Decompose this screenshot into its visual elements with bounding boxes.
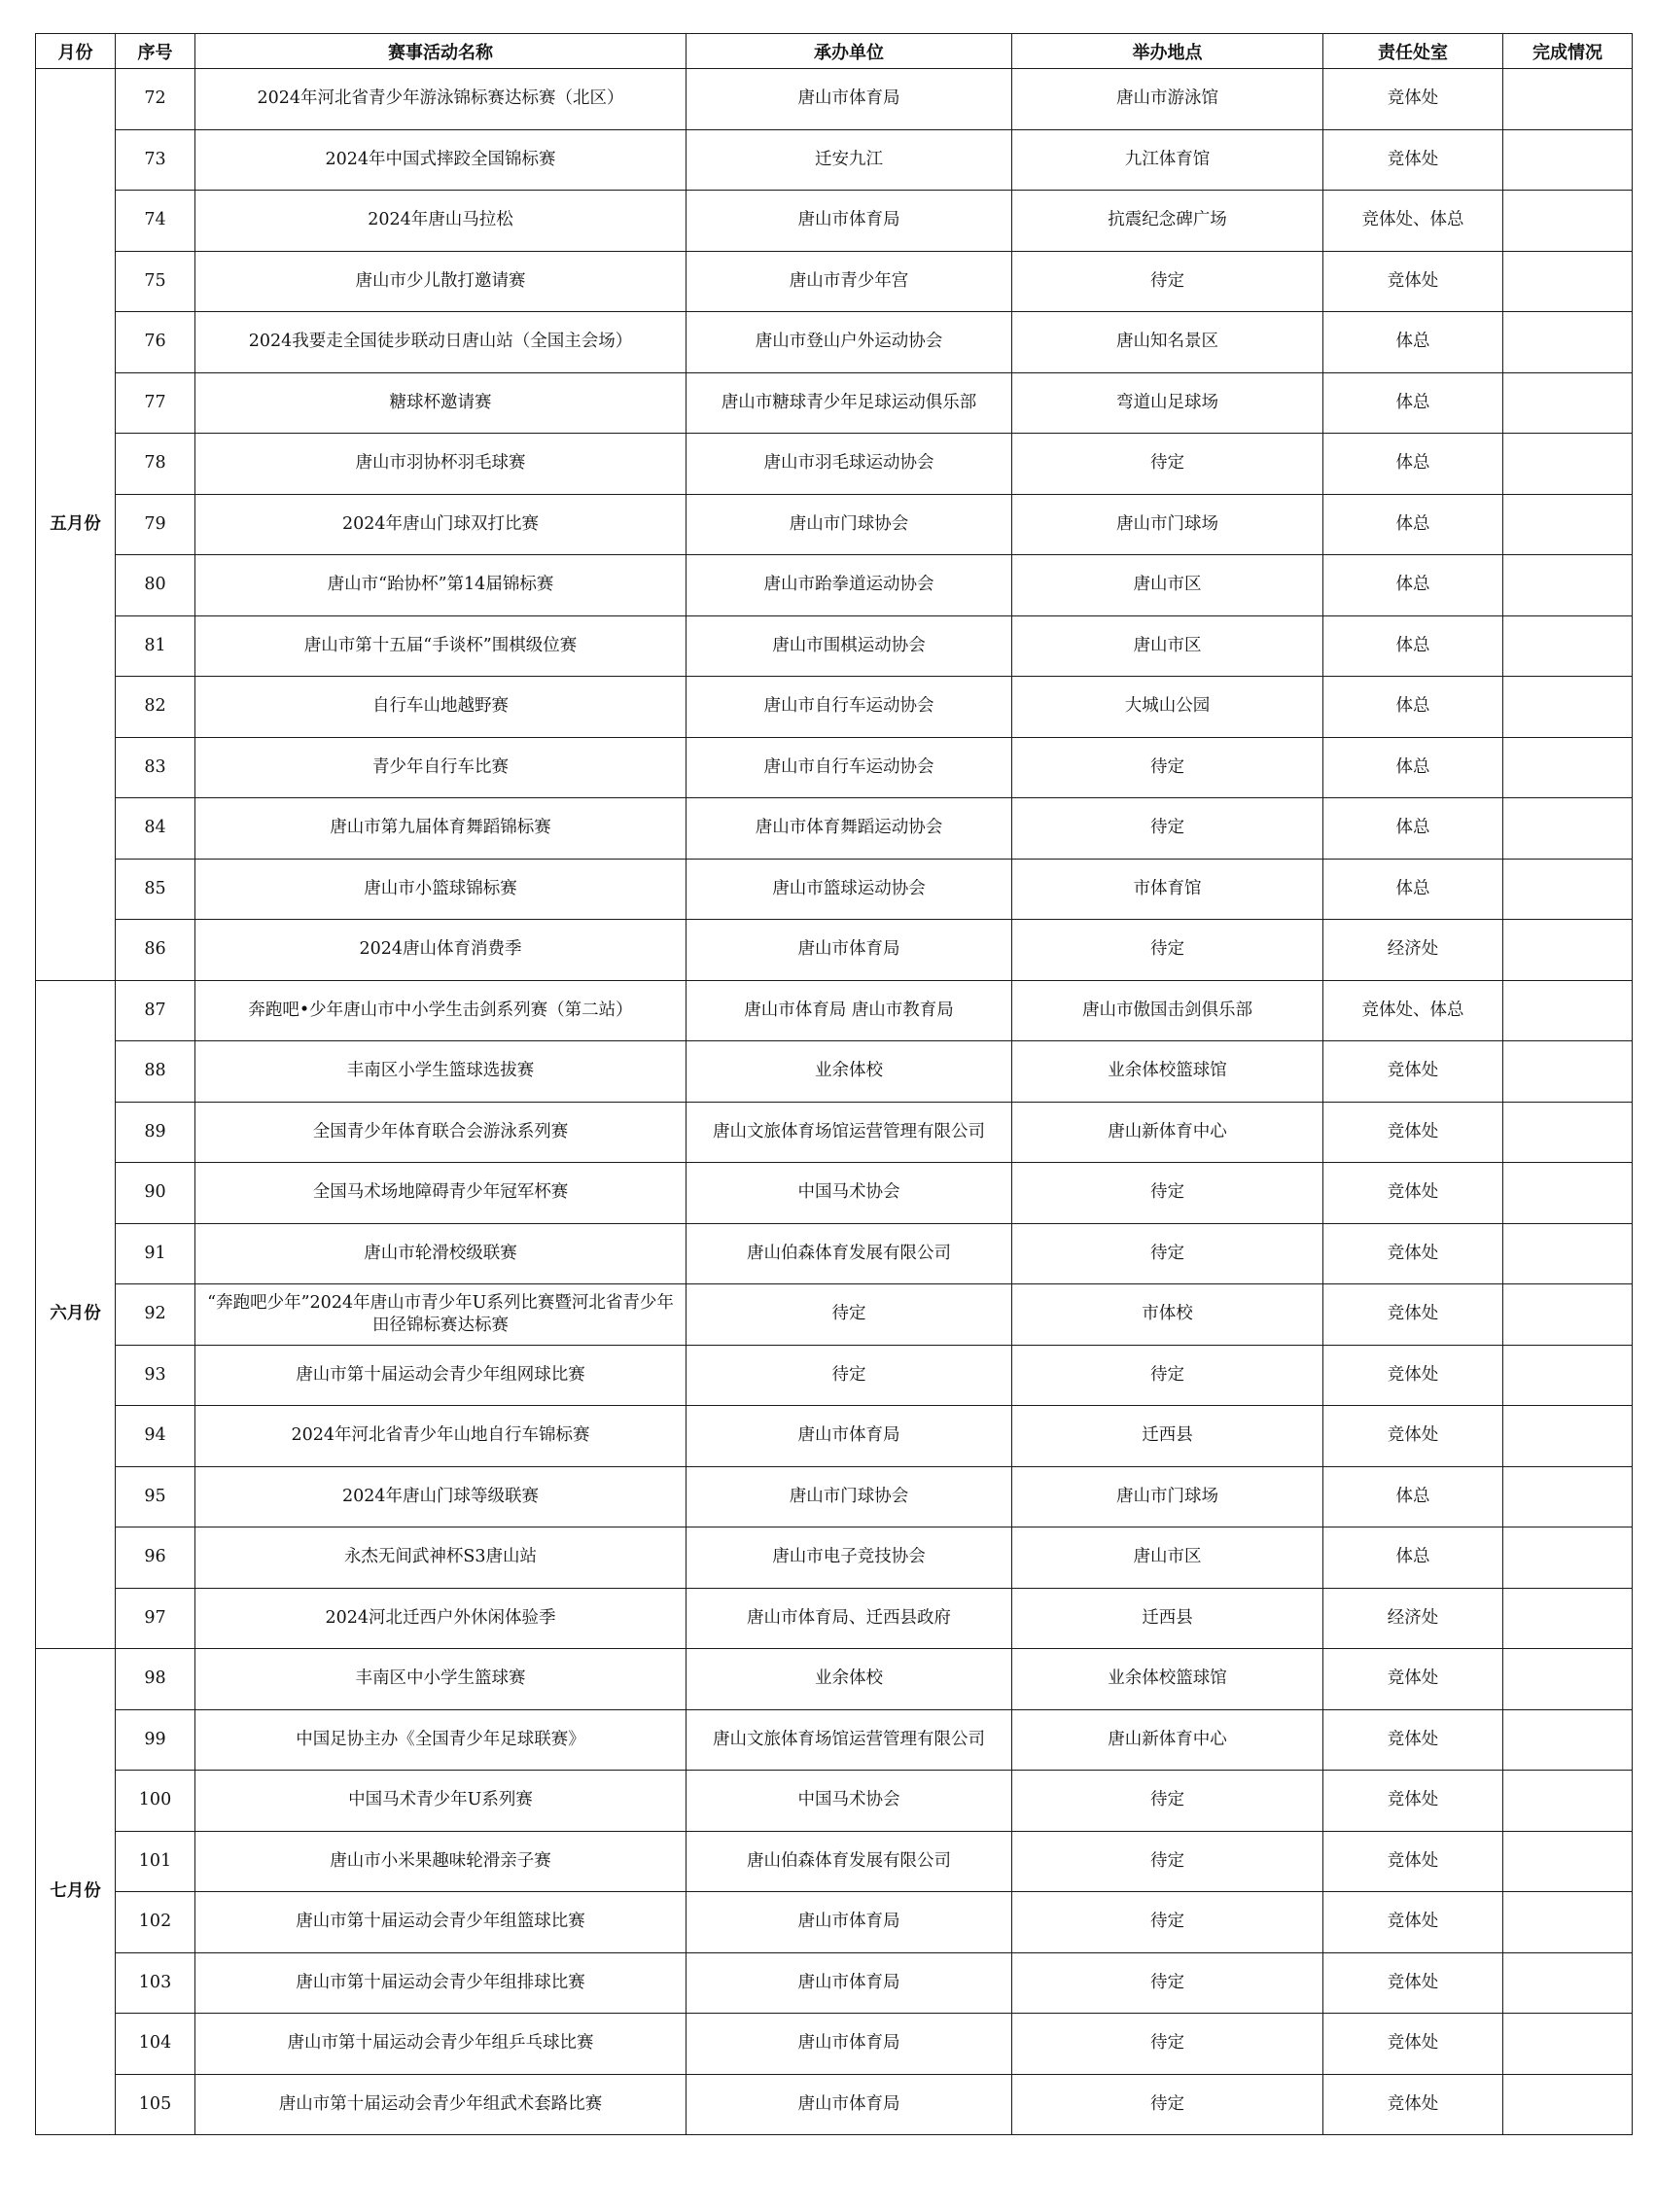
event-name-cell: “奔跑吧少年”2024年唐山市青少年U系列比赛暨河北省青少年田径锦标赛达标赛: [195, 1284, 687, 1346]
department-cell: 竞体处: [1323, 1406, 1503, 1467]
number-cell: 72: [116, 69, 195, 130]
organizer-cell: 待定: [687, 1345, 1012, 1406]
status-cell: [1503, 69, 1633, 130]
table-row: [36, 1466, 1633, 1527]
department-cell: 竞体处、体总: [1323, 191, 1503, 252]
organizer-cell: 唐山市体育局: [687, 920, 1012, 981]
venue-cell: 待定: [1012, 2014, 1323, 2075]
number-cell: 77: [116, 372, 195, 434]
venue-cell: 待定: [1012, 1892, 1323, 1953]
venue-cell: 待定: [1012, 434, 1323, 495]
department-cell: 体总: [1323, 1466, 1503, 1527]
number-cell: 103: [116, 1952, 195, 2014]
department-cell: 体总: [1323, 1527, 1503, 1589]
organizer-cell: 唐山市体育局: [687, 1952, 1012, 2014]
status-cell: [1503, 2074, 1633, 2135]
number-cell: 104: [116, 2014, 195, 2075]
organizer-cell: 中国马术协会: [687, 1771, 1012, 1832]
event-name-cell: 唐山市轮滑校级联赛: [195, 1223, 687, 1284]
venue-cell: 待定: [1012, 1831, 1323, 1892]
department-cell: 竞体处: [1323, 1952, 1503, 2014]
table-row: [36, 555, 1633, 616]
month-cell: 六月份: [36, 980, 116, 1649]
status-cell: [1503, 798, 1633, 860]
venue-cell: 待定: [1012, 920, 1323, 981]
event-name-cell: 2024年唐山门球等级联赛: [195, 1466, 687, 1527]
organizer-cell: 唐山市体育局: [687, 191, 1012, 252]
number-cell: 75: [116, 251, 195, 312]
organizer-cell: 唐山伯森体育发展有限公司: [687, 1831, 1012, 1892]
venue-cell: 大城山公园: [1012, 677, 1323, 738]
organizer-cell: 唐山市体育局、迁西县政府: [687, 1588, 1012, 1649]
venue-cell: 弯道山足球场: [1012, 372, 1323, 434]
department-cell: 竞体处: [1323, 1102, 1503, 1163]
table-row: [36, 1163, 1633, 1224]
organizer-cell: 唐山文旅体育场馆运营管理有限公司: [687, 1102, 1012, 1163]
table-row: [36, 615, 1633, 677]
venue-cell: 唐山市区: [1012, 555, 1323, 616]
department-cell: 竞体处: [1323, 1649, 1503, 1710]
department-cell: 体总: [1323, 859, 1503, 920]
status-cell: [1503, 1892, 1633, 1953]
department-cell: 体总: [1323, 615, 1503, 677]
table-row: [36, 737, 1633, 798]
status-cell: [1503, 1771, 1633, 1832]
department-cell: 经济处: [1323, 920, 1503, 981]
status-cell: [1503, 2014, 1633, 2075]
venue-cell: 唐山市门球场: [1012, 1466, 1323, 1527]
status-cell: [1503, 1831, 1633, 1892]
venue-cell: 待定: [1012, 1223, 1323, 1284]
organizer-cell: 业余体校: [687, 1041, 1012, 1103]
table-row: [36, 69, 1633, 130]
number-cell: 82: [116, 677, 195, 738]
table-row: [36, 1406, 1633, 1467]
organizer-cell: 唐山市体育局: [687, 2074, 1012, 2135]
venue-cell: 业余体校篮球馆: [1012, 1041, 1323, 1103]
venue-cell: 迁西县: [1012, 1588, 1323, 1649]
header-organizer: 承办单位: [687, 34, 1012, 69]
event-name-cell: 全国青少年体育联合会游泳系列赛: [195, 1102, 687, 1163]
status-cell: [1503, 1284, 1633, 1346]
department-cell: 体总: [1323, 494, 1503, 555]
department-cell: 体总: [1323, 555, 1503, 616]
event-name-cell: 唐山市第十届运动会青少年组乒乓球比赛: [195, 2014, 687, 2075]
department-cell: 竞体处: [1323, 1892, 1503, 1953]
organizer-cell: 唐山市体育局: [687, 2014, 1012, 2075]
department-cell: 竞体处: [1323, 1284, 1503, 1346]
event-name-cell: 丰南区中小学生篮球赛: [195, 1649, 687, 1710]
event-name-cell: 唐山市少儿散打邀请赛: [195, 251, 687, 312]
department-cell: 竞体处: [1323, 1345, 1503, 1406]
department-cell: 体总: [1323, 372, 1503, 434]
number-cell: 73: [116, 129, 195, 191]
table-row: [36, 1527, 1633, 1589]
status-cell: [1503, 312, 1633, 373]
table-row: [36, 1588, 1633, 1649]
number-cell: 98: [116, 1649, 195, 1710]
organizer-cell: 唐山市体育舞蹈运动协会: [687, 798, 1012, 860]
department-cell: 竞体处: [1323, 1831, 1503, 1892]
table-row: [36, 859, 1633, 920]
status-cell: [1503, 980, 1633, 1041]
table-row: [36, 2074, 1633, 2135]
table-row: [36, 1831, 1633, 1892]
header-department: 责任处室: [1323, 34, 1503, 69]
status-cell: [1503, 859, 1633, 920]
table-row: [36, 920, 1633, 981]
organizer-cell: 唐山市体育局 唐山市教育局: [687, 980, 1012, 1041]
number-cell: 97: [116, 1588, 195, 1649]
venue-cell: 唐山市区: [1012, 1527, 1323, 1589]
venue-cell: 待定: [1012, 798, 1323, 860]
status-cell: [1503, 1649, 1633, 1710]
status-cell: [1503, 737, 1633, 798]
department-cell: 竞体处: [1323, 1709, 1503, 1771]
number-cell: 76: [116, 312, 195, 373]
event-name-cell: 奔跑吧•少年唐山市中小学生击剑系列赛（第二站）: [195, 980, 687, 1041]
event-name-cell: 唐山市小米果趣味轮滑亲子赛: [195, 1831, 687, 1892]
table-row: [36, 1223, 1633, 1284]
venue-cell: 唐山市门球场: [1012, 494, 1323, 555]
number-cell: 100: [116, 1771, 195, 1832]
number-cell: 102: [116, 1892, 195, 1953]
status-cell: [1503, 1709, 1633, 1771]
table-row: [36, 1709, 1633, 1771]
event-name-cell: 2024年唐山门球双打比赛: [195, 494, 687, 555]
department-cell: 竞体处: [1323, 1163, 1503, 1224]
table-row: [36, 1649, 1633, 1710]
venue-cell: 市体育馆: [1012, 859, 1323, 920]
number-cell: 83: [116, 737, 195, 798]
venue-cell: 市体校: [1012, 1284, 1323, 1346]
table-row: [36, 434, 1633, 495]
department-cell: 体总: [1323, 677, 1503, 738]
table-row: [36, 1771, 1633, 1832]
event-name-cell: 唐山市“跆协杯”第14届锦标赛: [195, 555, 687, 616]
number-cell: 89: [116, 1102, 195, 1163]
status-cell: [1503, 1527, 1633, 1589]
header-row: [36, 34, 1633, 69]
event-name-cell: 2024年河北省青少年山地自行车锦标赛: [195, 1406, 687, 1467]
event-name-cell: 唐山市第十届运动会青少年组篮球比赛: [195, 1892, 687, 1953]
status-cell: [1503, 434, 1633, 495]
organizer-cell: 迁安九江: [687, 129, 1012, 191]
table-row: [36, 191, 1633, 252]
event-name-cell: 唐山市小篮球锦标赛: [195, 859, 687, 920]
number-cell: 84: [116, 798, 195, 860]
event-name-cell: 2024年河北省青少年游泳锦标赛达标赛（北区）: [195, 69, 687, 130]
month-cell: 七月份: [36, 1649, 116, 2135]
table-row: [36, 494, 1633, 555]
number-cell: 74: [116, 191, 195, 252]
department-cell: 体总: [1323, 798, 1503, 860]
event-name-cell: 中国足协主办《全国青少年足球联赛》: [195, 1709, 687, 1771]
venue-cell: 待定: [1012, 737, 1323, 798]
event-name-cell: 2024年唐山马拉松: [195, 191, 687, 252]
venue-cell: 抗震纪念碑广场: [1012, 191, 1323, 252]
department-cell: 体总: [1323, 434, 1503, 495]
status-cell: [1503, 129, 1633, 191]
event-name-cell: 唐山市第十届运动会青少年组武术套路比赛: [195, 2074, 687, 2135]
event-name-cell: 中国马术青少年U系列赛: [195, 1771, 687, 1832]
table-row: [36, 372, 1633, 434]
department-cell: 体总: [1323, 737, 1503, 798]
organizer-cell: 唐山市自行车运动协会: [687, 677, 1012, 738]
event-name-cell: 糖球杯邀请赛: [195, 372, 687, 434]
status-cell: [1503, 1466, 1633, 1527]
header-event-name: 赛事活动名称: [195, 34, 687, 69]
organizer-cell: 唐山市体育局: [687, 1406, 1012, 1467]
department-cell: 竞体处: [1323, 2014, 1503, 2075]
table-row: [36, 980, 1633, 1041]
table-row: [36, 1284, 1633, 1346]
department-cell: 竞体处: [1323, 1041, 1503, 1103]
table-row: [36, 1952, 1633, 2014]
status-cell: [1503, 615, 1633, 677]
number-cell: 96: [116, 1527, 195, 1589]
department-cell: 竞体处: [1323, 2074, 1503, 2135]
organizer-cell: 待定: [687, 1284, 1012, 1346]
table-row: [36, 2014, 1633, 2075]
number-cell: 86: [116, 920, 195, 981]
organizer-cell: 唐山市门球协会: [687, 1466, 1012, 1527]
table-row: [36, 1892, 1633, 1953]
department-cell: 竞体处、体总: [1323, 980, 1503, 1041]
event-name-cell: 2024我要走全国徒步联动日唐山站（全国主会场）: [195, 312, 687, 373]
organizer-cell: 唐山市体育局: [687, 69, 1012, 130]
department-cell: 竞体处: [1323, 251, 1503, 312]
organizer-cell: 唐山市体育局: [687, 1892, 1012, 1953]
event-schedule-table: [35, 33, 1633, 2135]
venue-cell: 唐山市游泳馆: [1012, 69, 1323, 130]
venue-cell: 待定: [1012, 1163, 1323, 1224]
event-name-cell: 永杰无间武神杯S3唐山站: [195, 1527, 687, 1589]
event-name-cell: 2024河北迁西户外休闲体验季: [195, 1588, 687, 1649]
event-name-cell: 唐山市羽协杯羽毛球赛: [195, 434, 687, 495]
venue-cell: 唐山新体育中心: [1012, 1709, 1323, 1771]
event-name-cell: 全国马术场地障碍青少年冠军杯赛: [195, 1163, 687, 1224]
number-cell: 90: [116, 1163, 195, 1224]
number-cell: 81: [116, 615, 195, 677]
venue-cell: 待定: [1012, 251, 1323, 312]
status-cell: [1503, 1102, 1633, 1163]
venue-cell: 待定: [1012, 1345, 1323, 1406]
month-cell: 五月份: [36, 69, 116, 981]
event-name-cell: 2024年中国式摔跤全国锦标赛: [195, 129, 687, 191]
organizer-cell: 中国马术协会: [687, 1163, 1012, 1224]
organizer-cell: 唐山文旅体育场馆运营管理有限公司: [687, 1709, 1012, 1771]
status-cell: [1503, 920, 1633, 981]
status-cell: [1503, 1406, 1633, 1467]
department-cell: 竞体处: [1323, 69, 1503, 130]
organizer-cell: 唐山伯森体育发展有限公司: [687, 1223, 1012, 1284]
status-cell: [1503, 1952, 1633, 2014]
number-cell: 78: [116, 434, 195, 495]
number-cell: 92: [116, 1284, 195, 1346]
number-cell: 85: [116, 859, 195, 920]
table-row: [36, 1345, 1633, 1406]
department-cell: 经济处: [1323, 1588, 1503, 1649]
organizer-cell: 唐山市电子竞技协会: [687, 1527, 1012, 1589]
event-name-cell: 自行车山地越野赛: [195, 677, 687, 738]
status-cell: [1503, 1223, 1633, 1284]
organizer-cell: 唐山市自行车运动协会: [687, 737, 1012, 798]
event-name-cell: 唐山市第十五届“手谈杯”围棋级位赛: [195, 615, 687, 677]
number-cell: 79: [116, 494, 195, 555]
header-status: 完成情况: [1503, 34, 1633, 69]
status-cell: [1503, 1163, 1633, 1224]
table-row: [36, 1041, 1633, 1103]
event-name-cell: 唐山市第九届体育舞蹈锦标赛: [195, 798, 687, 860]
number-cell: 99: [116, 1709, 195, 1771]
table-row: [36, 129, 1633, 191]
number-cell: 80: [116, 555, 195, 616]
table-row: [36, 251, 1633, 312]
organizer-cell: 唐山市门球协会: [687, 494, 1012, 555]
organizer-cell: 唐山市羽毛球运动协会: [687, 434, 1012, 495]
venue-cell: 迁西县: [1012, 1406, 1323, 1467]
number-cell: 88: [116, 1041, 195, 1103]
organizer-cell: 唐山市围棋运动协会: [687, 615, 1012, 677]
department-cell: 竞体处: [1323, 129, 1503, 191]
event-name-cell: 唐山市第十届运动会青少年组排球比赛: [195, 1952, 687, 2014]
table-body: [36, 69, 1633, 2135]
table-row: [36, 798, 1633, 860]
status-cell: [1503, 677, 1633, 738]
venue-cell: 九江体育馆: [1012, 129, 1323, 191]
department-cell: 竞体处: [1323, 1223, 1503, 1284]
header-month: 月份: [36, 34, 116, 69]
venue-cell: 唐山市区: [1012, 615, 1323, 677]
venue-cell: 待定: [1012, 1952, 1323, 2014]
department-cell: 竞体处: [1323, 1771, 1503, 1832]
number-cell: 87: [116, 980, 195, 1041]
status-cell: [1503, 555, 1633, 616]
status-cell: [1503, 1588, 1633, 1649]
event-name-cell: 丰南区小学生篮球选拔赛: [195, 1041, 687, 1103]
number-cell: 91: [116, 1223, 195, 1284]
number-cell: 95: [116, 1466, 195, 1527]
venue-cell: 唐山市傲国击剑俱乐部: [1012, 980, 1323, 1041]
venue-cell: 业余体校篮球馆: [1012, 1649, 1323, 1710]
organizer-cell: 唐山市篮球运动协会: [687, 859, 1012, 920]
venue-cell: 唐山知名景区: [1012, 312, 1323, 373]
venue-cell: 唐山新体育中心: [1012, 1102, 1323, 1163]
organizer-cell: 唐山市糖球青少年足球运动俱乐部: [687, 372, 1012, 434]
organizer-cell: 业余体校: [687, 1649, 1012, 1710]
number-cell: 94: [116, 1406, 195, 1467]
number-cell: 105: [116, 2074, 195, 2135]
table-header: [36, 34, 1633, 69]
status-cell: [1503, 1041, 1633, 1103]
status-cell: [1503, 251, 1633, 312]
number-cell: 101: [116, 1831, 195, 1892]
status-cell: [1503, 494, 1633, 555]
table-row: [36, 677, 1633, 738]
event-schedule-sheet: [35, 33, 1633, 2135]
number-cell: 93: [116, 1345, 195, 1406]
venue-cell: 待定: [1012, 2074, 1323, 2135]
status-cell: [1503, 191, 1633, 252]
status-cell: [1503, 1345, 1633, 1406]
header-number: 序号: [116, 34, 195, 69]
table-row: [36, 312, 1633, 373]
organizer-cell: 唐山市跆拳道运动协会: [687, 555, 1012, 616]
status-cell: [1503, 372, 1633, 434]
organizer-cell: 唐山市登山户外运动协会: [687, 312, 1012, 373]
header-venue: 举办地点: [1012, 34, 1323, 69]
organizer-cell: 唐山市青少年宫: [687, 251, 1012, 312]
event-name-cell: 青少年自行车比赛: [195, 737, 687, 798]
event-name-cell: 唐山市第十届运动会青少年组网球比赛: [195, 1345, 687, 1406]
department-cell: 体总: [1323, 312, 1503, 373]
venue-cell: 待定: [1012, 1771, 1323, 1832]
event-name-cell: 2024唐山体育消费季: [195, 920, 687, 981]
table-row: [36, 1102, 1633, 1163]
